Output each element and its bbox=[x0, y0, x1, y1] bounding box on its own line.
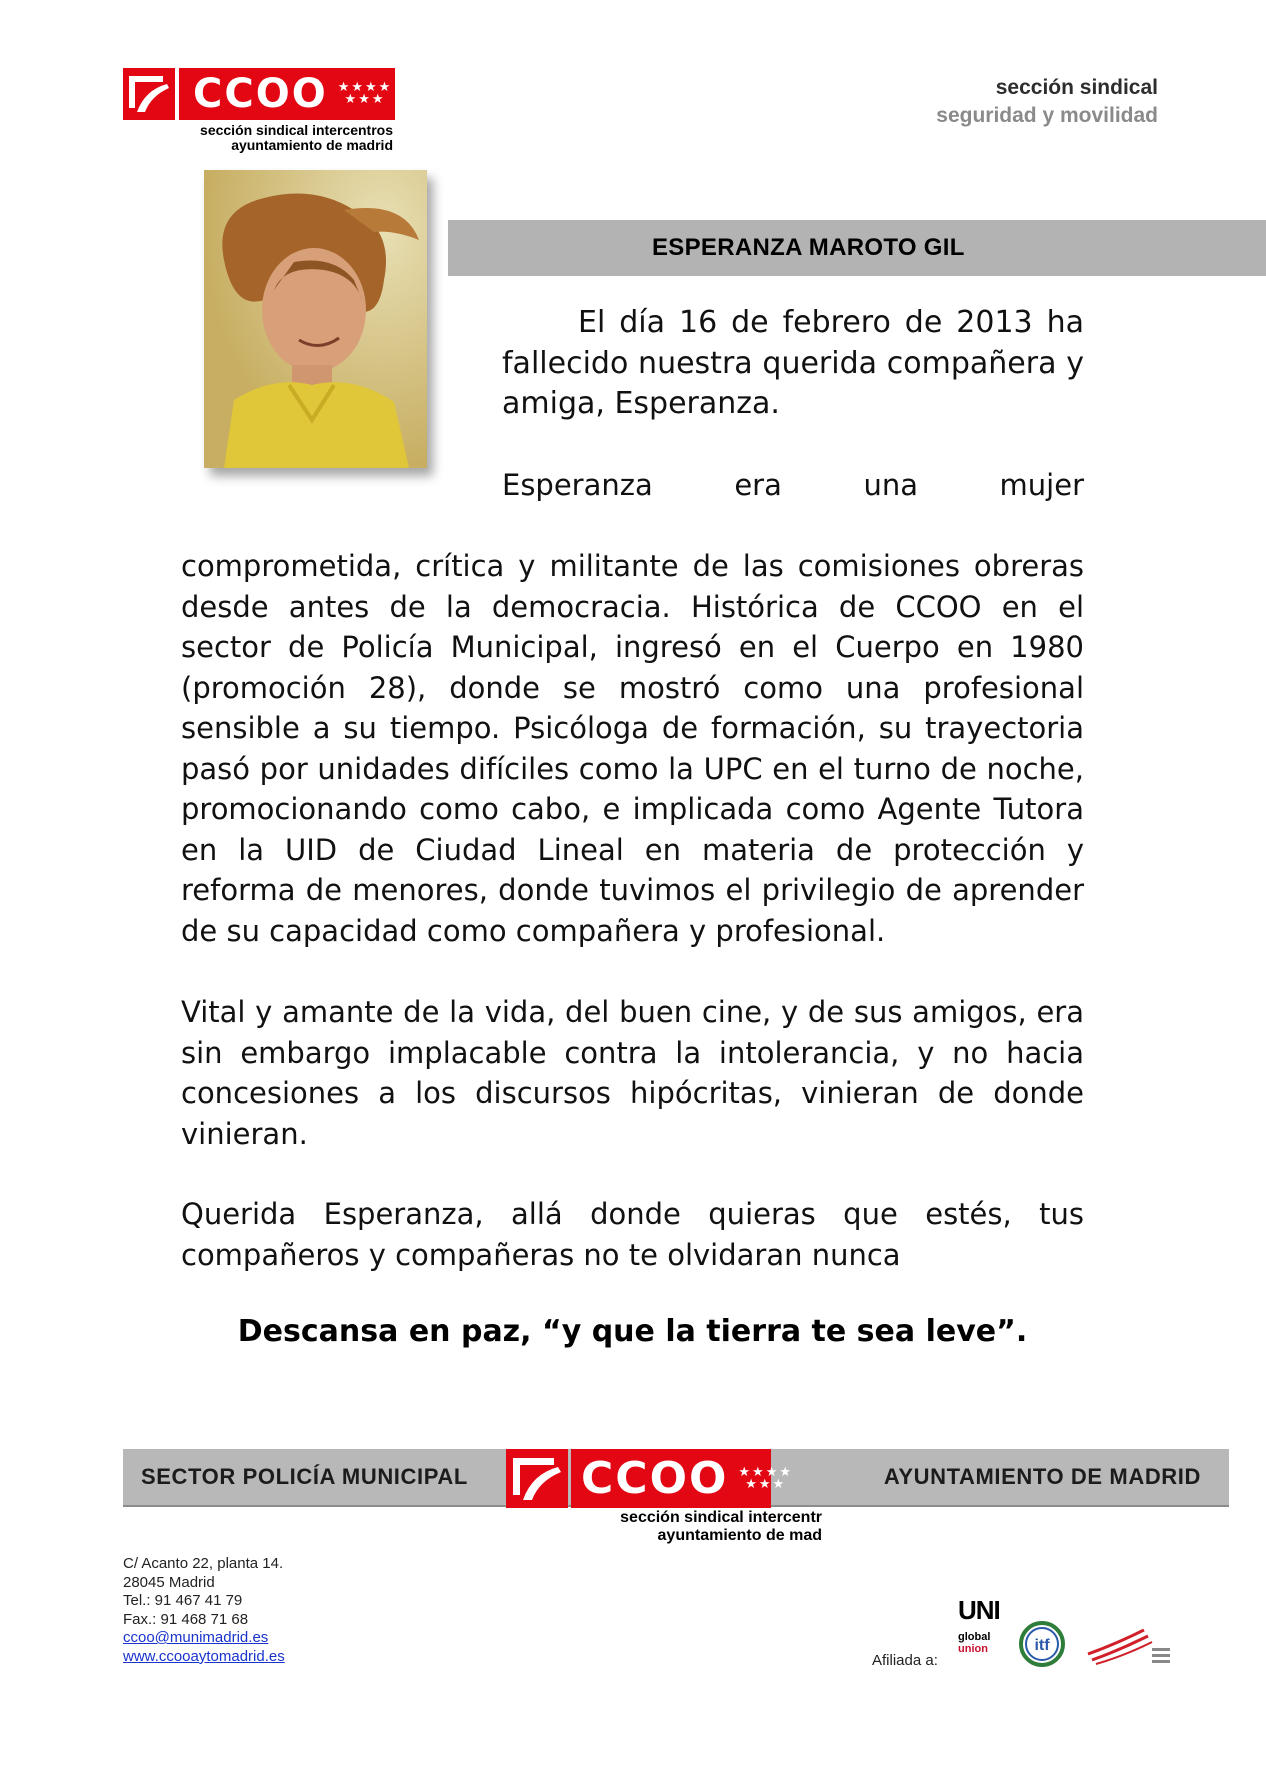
footer-logo-subtitle-line2: ayuntamiento de mad bbox=[657, 1527, 822, 1544]
address-fax: Fax.: 91 468 71 68 bbox=[123, 1610, 249, 1628]
stars-icon: ★★★★ ★★★ bbox=[738, 1464, 794, 1492]
paragraph-4: Querida Esperanza, allá donde quieras que estés, tus compañeros y compañeras no te olvidaran nunca bbox=[181, 1197, 1084, 1272]
footer-left-label: SECTOR POLICÍA MUNICIPAL bbox=[141, 1464, 468, 1489]
paragraph-1: El día 16 de febrero de 2013 ha fallecido nuestra querida compañera y amiga, Esperanza. bbox=[502, 305, 1084, 421]
paragraph-2: comprometida, crítica y militante de las comisiones obreras desde antes de la democracia. Histórica de CCOO en el sector de Policía Municipal, ingresó en el Cuerpo en 1980 (promoción 28), donde se mostró como una profesional sensible a su tiempo. Psicóloga de formación, su trayectoria pasó por unidades difíciles como la UPC en el turno de noche, promocionando como cabo, e implicada como Agente Tutora en la UID de Ciudad Lineal en materia de protección y reforma de menores, donde tuvimos el privilegio de aprender de su capacidad como compañera y profesional. bbox=[181, 549, 1084, 948]
stars-icon: ★★★★ ★★★ bbox=[337, 80, 393, 107]
paragraph-3: Vital y amante de la vida, del buen cine, y de sus amigos, era sin embargo implacable contra la intolerancia, y no hacia concesiones a los discursos hipócritas, vinieran de donde vinieran. bbox=[181, 995, 1084, 1151]
website-link[interactable]: www.ccooaytomadrid.es bbox=[123, 1647, 285, 1665]
section-label-line2: seguridad y movilidad bbox=[936, 104, 1158, 127]
ccoo-wordmark: CCOO ★★★★ ★★★ bbox=[571, 1449, 771, 1508]
address-phone: Tel.: 91 467 41 79 bbox=[123, 1592, 243, 1609]
address-city: 28045 Madrid bbox=[123, 1573, 215, 1591]
ccoo-emblem-icon bbox=[123, 68, 175, 120]
portrait-photo bbox=[204, 170, 427, 468]
paragraph-2-start: Esperanza era una mujer bbox=[502, 468, 1084, 502]
page-title: ESPERANZA MAROTO GIL bbox=[652, 234, 965, 261]
affiliated-label: Afiliada a: bbox=[872, 1652, 938, 1669]
footer-logo-subtitle-line1: sección sindical intercentr bbox=[620, 1509, 822, 1526]
epsu-logo bbox=[1086, 1626, 1172, 1666]
footer-ccoo-logo bbox=[506, 1449, 794, 1508]
ccoo-emblem-icon bbox=[506, 1449, 568, 1508]
email-link[interactable]: ccoo@munimadrid.es bbox=[123, 1629, 269, 1646]
logo-subtitle-line1: sección sindical intercentros bbox=[200, 122, 393, 138]
logo-subtitle-line2: ayuntamiento de madrid bbox=[231, 137, 393, 153]
footer-logo-subtitle bbox=[560, 1509, 822, 1545]
itf-logo bbox=[1018, 1620, 1066, 1668]
logo-subtitle bbox=[123, 123, 393, 153]
title-bar bbox=[448, 220, 1266, 276]
svg-text:itf: itf bbox=[1034, 1637, 1050, 1654]
address-street: C/ Acanto 22, planta 14. bbox=[123, 1555, 284, 1572]
uni-global-union-logo: UNI global union bbox=[958, 1595, 1000, 1655]
section-label-line1: sección sindical bbox=[995, 76, 1158, 99]
footer-right-label: AYUNTAMIENTO DE MADRID bbox=[883, 1464, 1201, 1489]
closing-line: Descansa en paz, “y que la tierra te sea leve”. bbox=[237, 1314, 1028, 1349]
contact-address bbox=[123, 1555, 285, 1666]
ccoo-logo bbox=[123, 68, 395, 120]
section-label bbox=[936, 74, 1158, 130]
ccoo-wordmark: CCOO ★★★★ ★★★ bbox=[179, 68, 395, 120]
